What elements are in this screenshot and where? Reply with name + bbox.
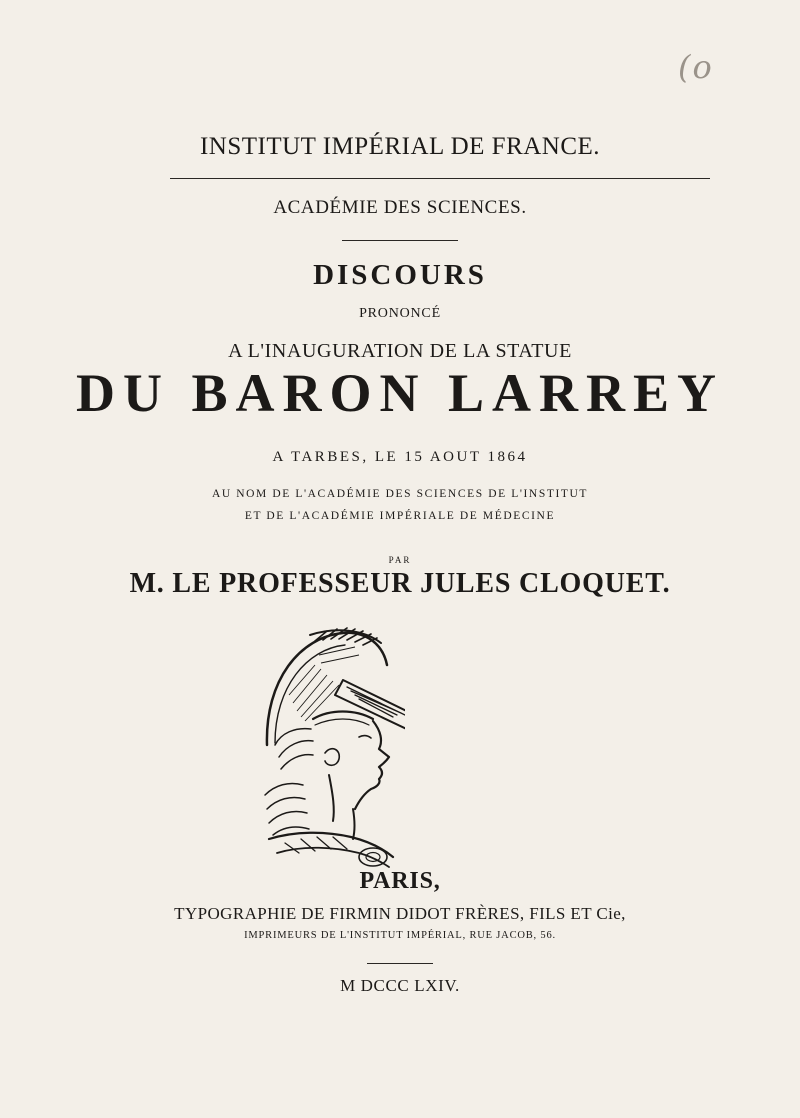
place-date-line: A TARBES, LE 15 AOUT 1864 [272, 449, 528, 465]
short-rule [342, 240, 458, 241]
header-rule [170, 178, 710, 179]
institute-heading: INSTITUT IMPÉRIAL DE FRANCE. [199, 133, 601, 160]
prononce-line: PRONONCÉ [359, 306, 441, 321]
imprint-printer: TYPOGRAPHIE DE FIRMIN DIDOT FRÈRES, FILS ET Cie, [174, 904, 626, 923]
minerva-helmet-head-icon [255, 625, 405, 875]
imprint-printer-detail: IMPRIMEURS DE L'INSTITUT IMPÉRIAL, RUE JACOB, 56. [244, 930, 556, 941]
imprint-rule [367, 963, 433, 964]
on-behalf-line-2: ET DE L'ACADÉMIE IMPÉRIALE DE MÉDECINE [244, 510, 556, 522]
par-line: PAR [388, 555, 412, 565]
imprint-year: M DCCC LXIV. [340, 976, 460, 995]
author-line: M. LE PROFESSEUR JULES CLOQUET. [129, 568, 671, 599]
academy-heading: ACADÉMIE DES SCIENCES. [273, 197, 527, 218]
discours-title: DISCOURS [313, 259, 487, 291]
imprint-city: PARIS, [359, 868, 441, 894]
baron-larrey-title: DU BARON LARREY [75, 363, 725, 423]
pencil-marginalia: (o [678, 48, 714, 86]
inauguration-line: A L'INAUGURATION DE LA STATUE [228, 340, 572, 362]
on-behalf-line-1: AU NOM DE L'ACADÉMIE DES SCIENCES DE L'INSTITUT [211, 488, 589, 500]
